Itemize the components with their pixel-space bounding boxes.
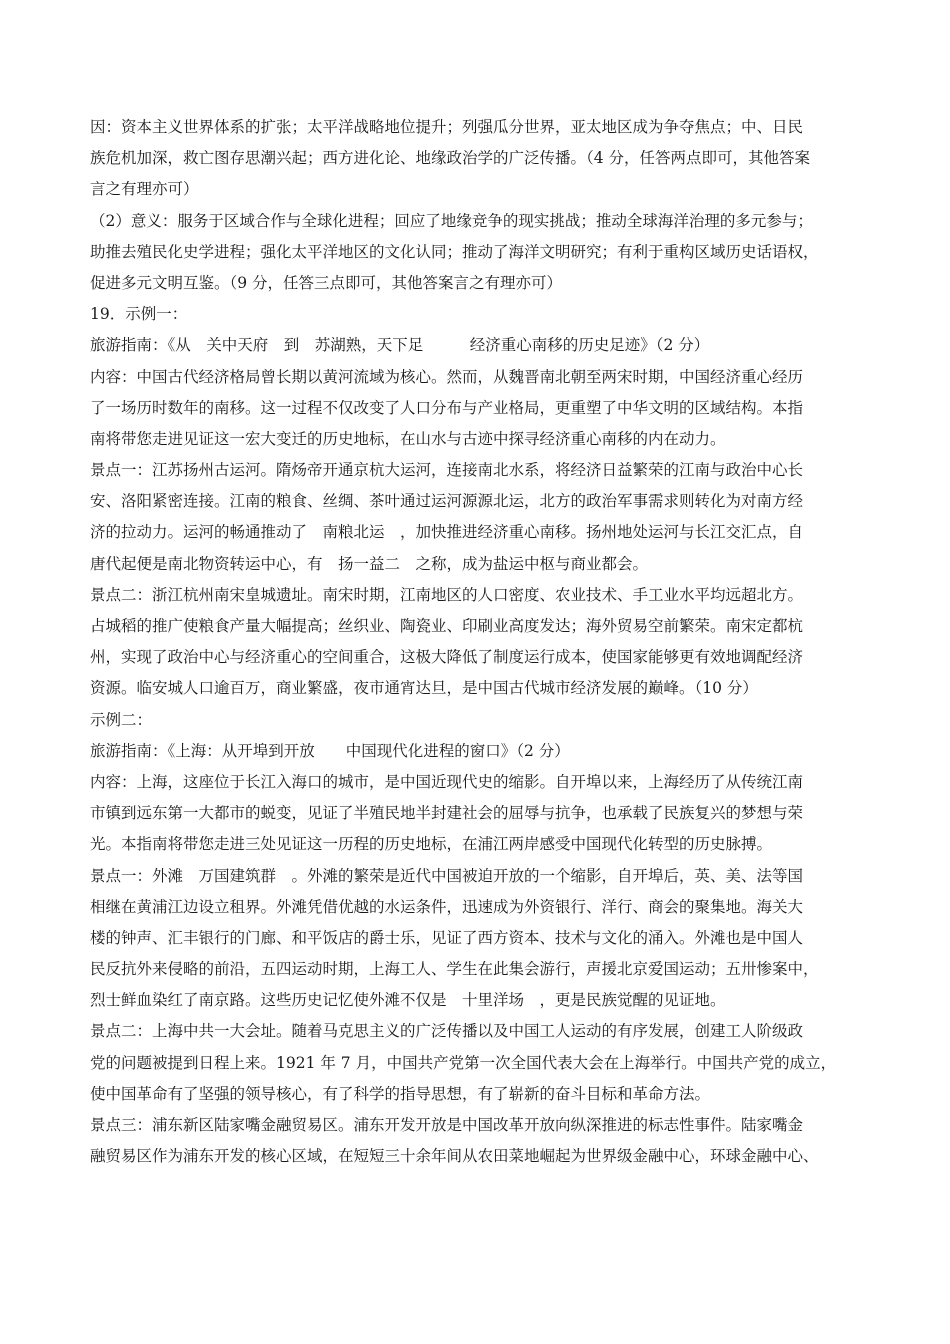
text-line: 南将带您走进见证这一宏大变迁的历史地标，在山水与古迹中探寻经济重心南移的内在动力。 xyxy=(90,429,726,448)
guide-title-line: 旅游指南：《从 关中天府 到 苏湖熟，天下足 经济重心南移的历史足迹》（2 分） xyxy=(90,336,710,355)
text-line: 族危机加深，救亡图存思潮兴起；西方进化论、地缘政治学的广泛传播。（4 分，任答两点即可，其他答案 xyxy=(90,149,811,168)
text-line: 景点三：浦东新区陆家嘴金融贸易区。浦东开发开放是中国改革开放向纵深推进的标志性事件。陆家嘴金 xyxy=(90,1116,804,1134)
text-line: 民反抗外来侵略的前沿，五四运动时期，上海工人、学生在此集会游行，声援北京爱国运动；五卅惨案中， xyxy=(90,960,819,979)
text-line: 安、洛阳紧密连接。江南的粮食、丝绸、茶叶通过运河源源北运，北方的政治军事需求则转化为对南方经 xyxy=(90,492,804,511)
example-heading: 示例二： xyxy=(90,710,153,729)
text-line: （2）意义：服务于区域合作与全球化进程；回应了地缘竞争的现实挑战；推动全球海洋治理的多元参与； xyxy=(90,211,813,230)
text-line: 市镇到远东第一大都市的蜕变，见证了半殖民地半封建社会的屈辱与抗争，也承载了民族复兴的梦想与荣 xyxy=(90,804,804,823)
text-line: 相继在黄浦江边设立租界。外滩凭借优越的水运条件，迅速成为外资银行、洋行、商会的聚集地。海关大 xyxy=(90,897,804,916)
text-line: 资源。临安城人口逾百万，商业繁盛，夜市通宵达旦，是中国古代城市经济发展的巅峰。（10 分） xyxy=(90,679,758,698)
text-line: 景点一：江苏扬州古运河。隋炀帝开通京杭大运河，连接南北水系，将经济日益繁荣的江南与政治中心长 xyxy=(90,461,804,480)
text-line: 内容：上海，这座位于长江入海口的城市，是中国近现代史的缩影。自开埠以来，上海经历了从传统江南 xyxy=(90,772,804,791)
answer-text-body xyxy=(90,112,868,1172)
text-line: 占城稻的推广使粮食产量大幅提高；丝织业、陶瓷业、印刷业高度发达；海外贸易空前繁荣。南宋定都杭 xyxy=(90,617,804,635)
text-line: 州，实现了政治中心与经济重心的空间重合，这极大降低了制度运行成本，使国家能够更有效地调配经济 xyxy=(90,648,804,667)
text-line: 唐代起便是南北物资转运中心，有 扬一益二 之称，成为盐运中枢与商业都会。 xyxy=(90,554,649,573)
text-line: 景点一：外滩 万国建筑群 。外滩的繁荣是近代中国被迫开放的一个缩影，自开埠后，英、美、法等国 xyxy=(90,866,804,885)
text-line: 助推去殖民化史学进程；强化太平洋地区的文化认同；推动了海洋文明研究；有利于重构区域历史话语权， xyxy=(90,242,819,261)
question-number: 19．示例一： xyxy=(90,305,188,324)
text-line: 内容：中国古代经济格局曾长期以黄河流域为核心。然而，从魏晋南北朝至两宋时期，中国经济重心经历 xyxy=(90,367,804,386)
text-line: 景点二：上海中共一大会址。随着马克思主义的广泛传播以及中国工人运动的有序发展，创建工人阶级政 xyxy=(90,1022,804,1041)
text-line: 党的问题被提到日程上来。1921 年 7 月，中国共产党第一次全国代表大会在上海举行。中国共产党的成立， xyxy=(90,1053,837,1072)
text-line: 促进多元文明互鉴。（9 分，任答三点即可，其他答案言之有理亦可） xyxy=(90,273,563,292)
text-line: 光。本指南将带您走进三处见证这一历程的历史地标，在浦江两岸感受中国现代化转型的历史脉搏。 xyxy=(90,835,773,854)
guide-title-line: 旅游指南：《上海：从开埠到开放 中国现代化进程的窗口》（2 分） xyxy=(90,741,570,760)
text-line: 使中国革命有了坚强的领导核心，有了科学的指导思想，有了崭新的奋斗目标和革命方法。 xyxy=(90,1084,711,1103)
text-line: 烈士鲜血染红了南京路。这些历史记忆使外滩不仅是 十里洋场 ，更是民族觉醒的见证地。 xyxy=(90,991,726,1010)
text-line: 融贸易区作为浦东开发的核心区域，在短短三十余年间从农田菜地崛起为世界级金融中心，环球金融中心、 xyxy=(90,1147,819,1166)
text-line: 楼的钟声、汇丰银行的门廊、和平饭店的爵士乐，见证了西方资本、技术与文化的涌入。外滩也是中国人 xyxy=(90,928,804,947)
text-line: 言之有理亦可） xyxy=(90,180,199,199)
text-line: 济的拉动力。运河的畅通推动了 南粮北运 ，加快推进经济重心南移。扬州地处运河与长江交汇点，自 xyxy=(90,523,804,542)
text-line: 景点二：浙江杭州南宋皇城遗址。南宋时期，江南地区的人口密度、农业技术、手工业水平均远超北方。 xyxy=(90,585,804,604)
text-line: 因：资本主义世界体系的扩张；太平洋战略地位提升；列强瓜分世界，亚太地区成为争夺焦点；中、日民 xyxy=(90,118,804,136)
text-line: 了一场历时数年的南移。这一过程不仅改变了人口分布与产业格局，更重塑了中华文明的区域结构。本指 xyxy=(90,398,804,417)
